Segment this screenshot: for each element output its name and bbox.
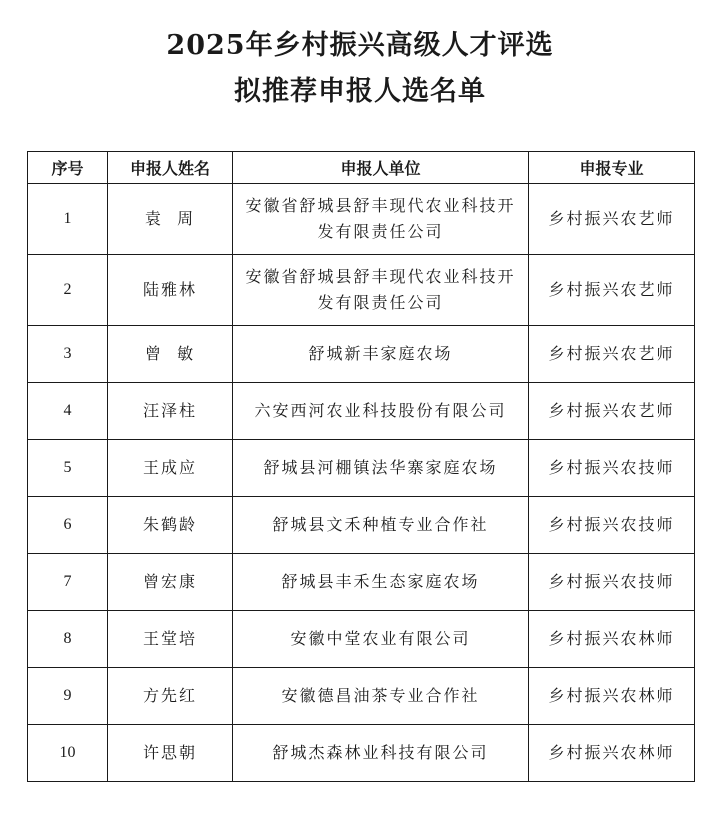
applied-major: 乡村振兴农技师: [529, 497, 695, 554]
applicant-unit: 舒城县文禾种植专业合作社: [233, 497, 529, 554]
table-row: [28, 611, 695, 668]
applied-major: 乡村振兴农林师: [529, 611, 695, 668]
applied-major: 乡村振兴农艺师: [529, 326, 695, 383]
table-row: [28, 326, 695, 383]
table-row: [28, 383, 695, 440]
applied-major: 乡村振兴农艺师: [529, 383, 695, 440]
applicant-unit: 舒城新丰家庭农场: [233, 326, 529, 383]
applicant-unit: 安徽省舒城县舒丰现代农业科技开发有限责任公司: [233, 184, 529, 255]
serial-number: 9: [28, 668, 108, 725]
applicant-name: 王堂培: [108, 611, 233, 668]
serial-number: 8: [28, 611, 108, 668]
applied-major: 乡村振兴农技师: [529, 554, 695, 611]
applicant-name: 陆雅林: [108, 255, 233, 326]
document-title-line-2: 拟推荐申报人选名单: [234, 76, 486, 107]
applied-major: 乡村振兴农艺师: [529, 184, 695, 255]
header-applicant-name: 申报人姓名: [108, 152, 233, 184]
applicant-unit: 六安西河农业科技股份有限公司: [233, 383, 529, 440]
table-row: [28, 497, 695, 554]
table-row: [28, 255, 695, 326]
applicant-unit: 舒城杰森林业科技有限公司: [233, 725, 529, 782]
applicant-name: 曾宏康: [108, 554, 233, 611]
document-title-line-1: 2025年乡村振兴高级人才评选: [166, 30, 554, 61]
header-serial-number: 序号: [28, 152, 108, 184]
header-applied-major: 申报专业: [529, 152, 695, 184]
applicant-name: 曾 敏: [108, 326, 233, 383]
table-row: [28, 554, 695, 611]
applied-major: 乡村振兴农艺师: [529, 255, 695, 326]
table-row: [28, 725, 695, 782]
serial-number: 7: [28, 554, 108, 611]
applicant-unit: 安徽中堂农业有限公司: [233, 611, 529, 668]
applicant-unit: 安徽德昌油茶专业合作社: [233, 668, 529, 725]
table-header-row: [28, 152, 695, 184]
serial-number: 1: [28, 184, 108, 255]
applicant-unit: 安徽省舒城县舒丰现代农业科技开发有限责任公司: [233, 255, 529, 326]
header-applicant-unit: 申报人单位: [233, 152, 529, 184]
applicant-name: 方先红: [108, 668, 233, 725]
serial-number: 4: [28, 383, 108, 440]
table-row: [28, 184, 695, 255]
serial-number: 6: [28, 497, 108, 554]
applicant-name: 朱鹤龄: [108, 497, 233, 554]
serial-number: 10: [28, 725, 108, 782]
applicant-unit: 舒城县丰禾生态家庭农场: [233, 554, 529, 611]
serial-number: 3: [28, 326, 108, 383]
applied-major: 乡村振兴农技师: [529, 440, 695, 497]
applicant-name: 王成应: [108, 440, 233, 497]
table-row: [28, 440, 695, 497]
serial-number: 2: [28, 255, 108, 326]
applicant-name: 汪泽柱: [108, 383, 233, 440]
applicant-name: 袁 周: [108, 184, 233, 255]
table-row: [28, 668, 695, 725]
applied-major: 乡村振兴农林师: [529, 668, 695, 725]
applied-major: 乡村振兴农林师: [529, 725, 695, 782]
candidate-table: [27, 151, 695, 782]
applicant-name: 许思朝: [108, 725, 233, 782]
serial-number: 5: [28, 440, 108, 497]
applicant-unit: 舒城县河棚镇法华寨家庭农场: [233, 440, 529, 497]
